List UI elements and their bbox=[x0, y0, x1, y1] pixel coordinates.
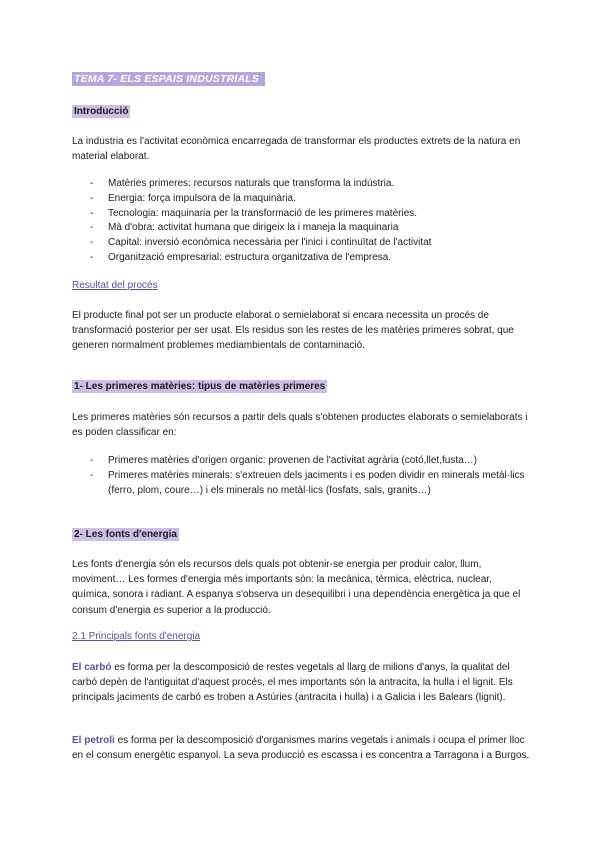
result-paragraph: El producte final pot ser un producte elaborat o semielaborat si encara necessita un procés de transformació posterior per ser usat. Els residus son les restes de les matèries primeres sobrat, que generen normalment problemes mediambientals de contaminació. bbox=[72, 310, 514, 352]
list-item: - Matèries primeres: recursos naturals que transforma la indústria. bbox=[90, 177, 530, 192]
list-item: - Primeres matèries minerals: s'extreuen dels jaciments i es poden dividir en minerals metàl·lics (ferro, plom, coure…) i els minerals no metàl·lics (fosfats, sals, granits…) bbox=[90, 469, 530, 499]
section1-heading: 1- Les primeres matèries: tipus de matèries primeres bbox=[74, 381, 326, 392]
carbo-term: El carbó bbox=[72, 662, 112, 673]
list-item: - Energia: força impulsora de la maquinària. bbox=[90, 192, 530, 207]
list-item: - Organització empresarial: estructura organitzativa de l'empresa. bbox=[90, 251, 530, 266]
list-item: - Capital: inversió econòmica necessària per l'inici i continuïtat de l'activitat bbox=[90, 236, 530, 251]
section2-paragraph: Les fonts d'energia són els recursos dels quals pot obtenir-se energia per produir calor, llum, moviment… Les formes d'energia més importants són: la mecànica, tèrmica, elèctrica, nuclear, química, sonora i radiant. A espanya s'observa un desequilibri i una dependència energètica ja que el consum d'energia es superior a la producció. bbox=[72, 559, 521, 616]
list-item: - Primeres matèries d'origen organic: provenen de l'activitat agrària (cotó,llet,fusta…) bbox=[90, 454, 530, 469]
list-item: - Tecnologia: maquinaria per la transformació de les primeres matèries. bbox=[90, 207, 530, 222]
petroli-term: El petroli bbox=[72, 735, 115, 746]
petroli-paragraph bbox=[72, 733, 532, 763]
intro-list bbox=[90, 177, 530, 266]
section1-paragraph: Les primeres matèries són recursos a partir dels quals s'obtenen productes elaborats o semielaborats i es poden classificar en: bbox=[72, 412, 528, 439]
petroli-text: es forma per la descomposició d'organismes marins vegetals i animals i ocupa el primer lloc en el consum energètic espanyol. La seva producció es escassa i es concentra a Tarragona i a Burgos. bbox=[72, 735, 530, 762]
page-title: TEMA 7- ELS ESPAIS INDUSTRIALS bbox=[72, 72, 265, 86]
carbo-text: es forma per la descomposició de restes vegetals al llarg de milions d'anys, la qualitat del carbó depèn de l'antiguitat d'aquest procés, el mes importants són la antracita, la hulla i el lignit. Els principals jaciments de carbó es troben a Astúries (antracita i hulla) i a Galicia i les Balears (lignit). bbox=[72, 662, 513, 704]
intro-paragraph: La industria es l'activitat econòmica encarregada de transformar els productes extrets de la natura en material elaborat. bbox=[72, 136, 521, 163]
section1-list bbox=[90, 454, 530, 498]
section2-subheading-link[interactable]: 2.1 Principals fonts d'energia bbox=[72, 631, 201, 642]
section2-heading: 2- Les fonts d'energia bbox=[74, 529, 177, 540]
carbo-paragraph bbox=[72, 660, 532, 706]
result-heading-link[interactable]: Resultat del procés bbox=[72, 280, 158, 291]
list-item: - Mà d'obra: activitat humana que dirigeix la i maneja la maquinaria bbox=[90, 221, 530, 236]
intro-heading: Introducció bbox=[74, 106, 129, 117]
